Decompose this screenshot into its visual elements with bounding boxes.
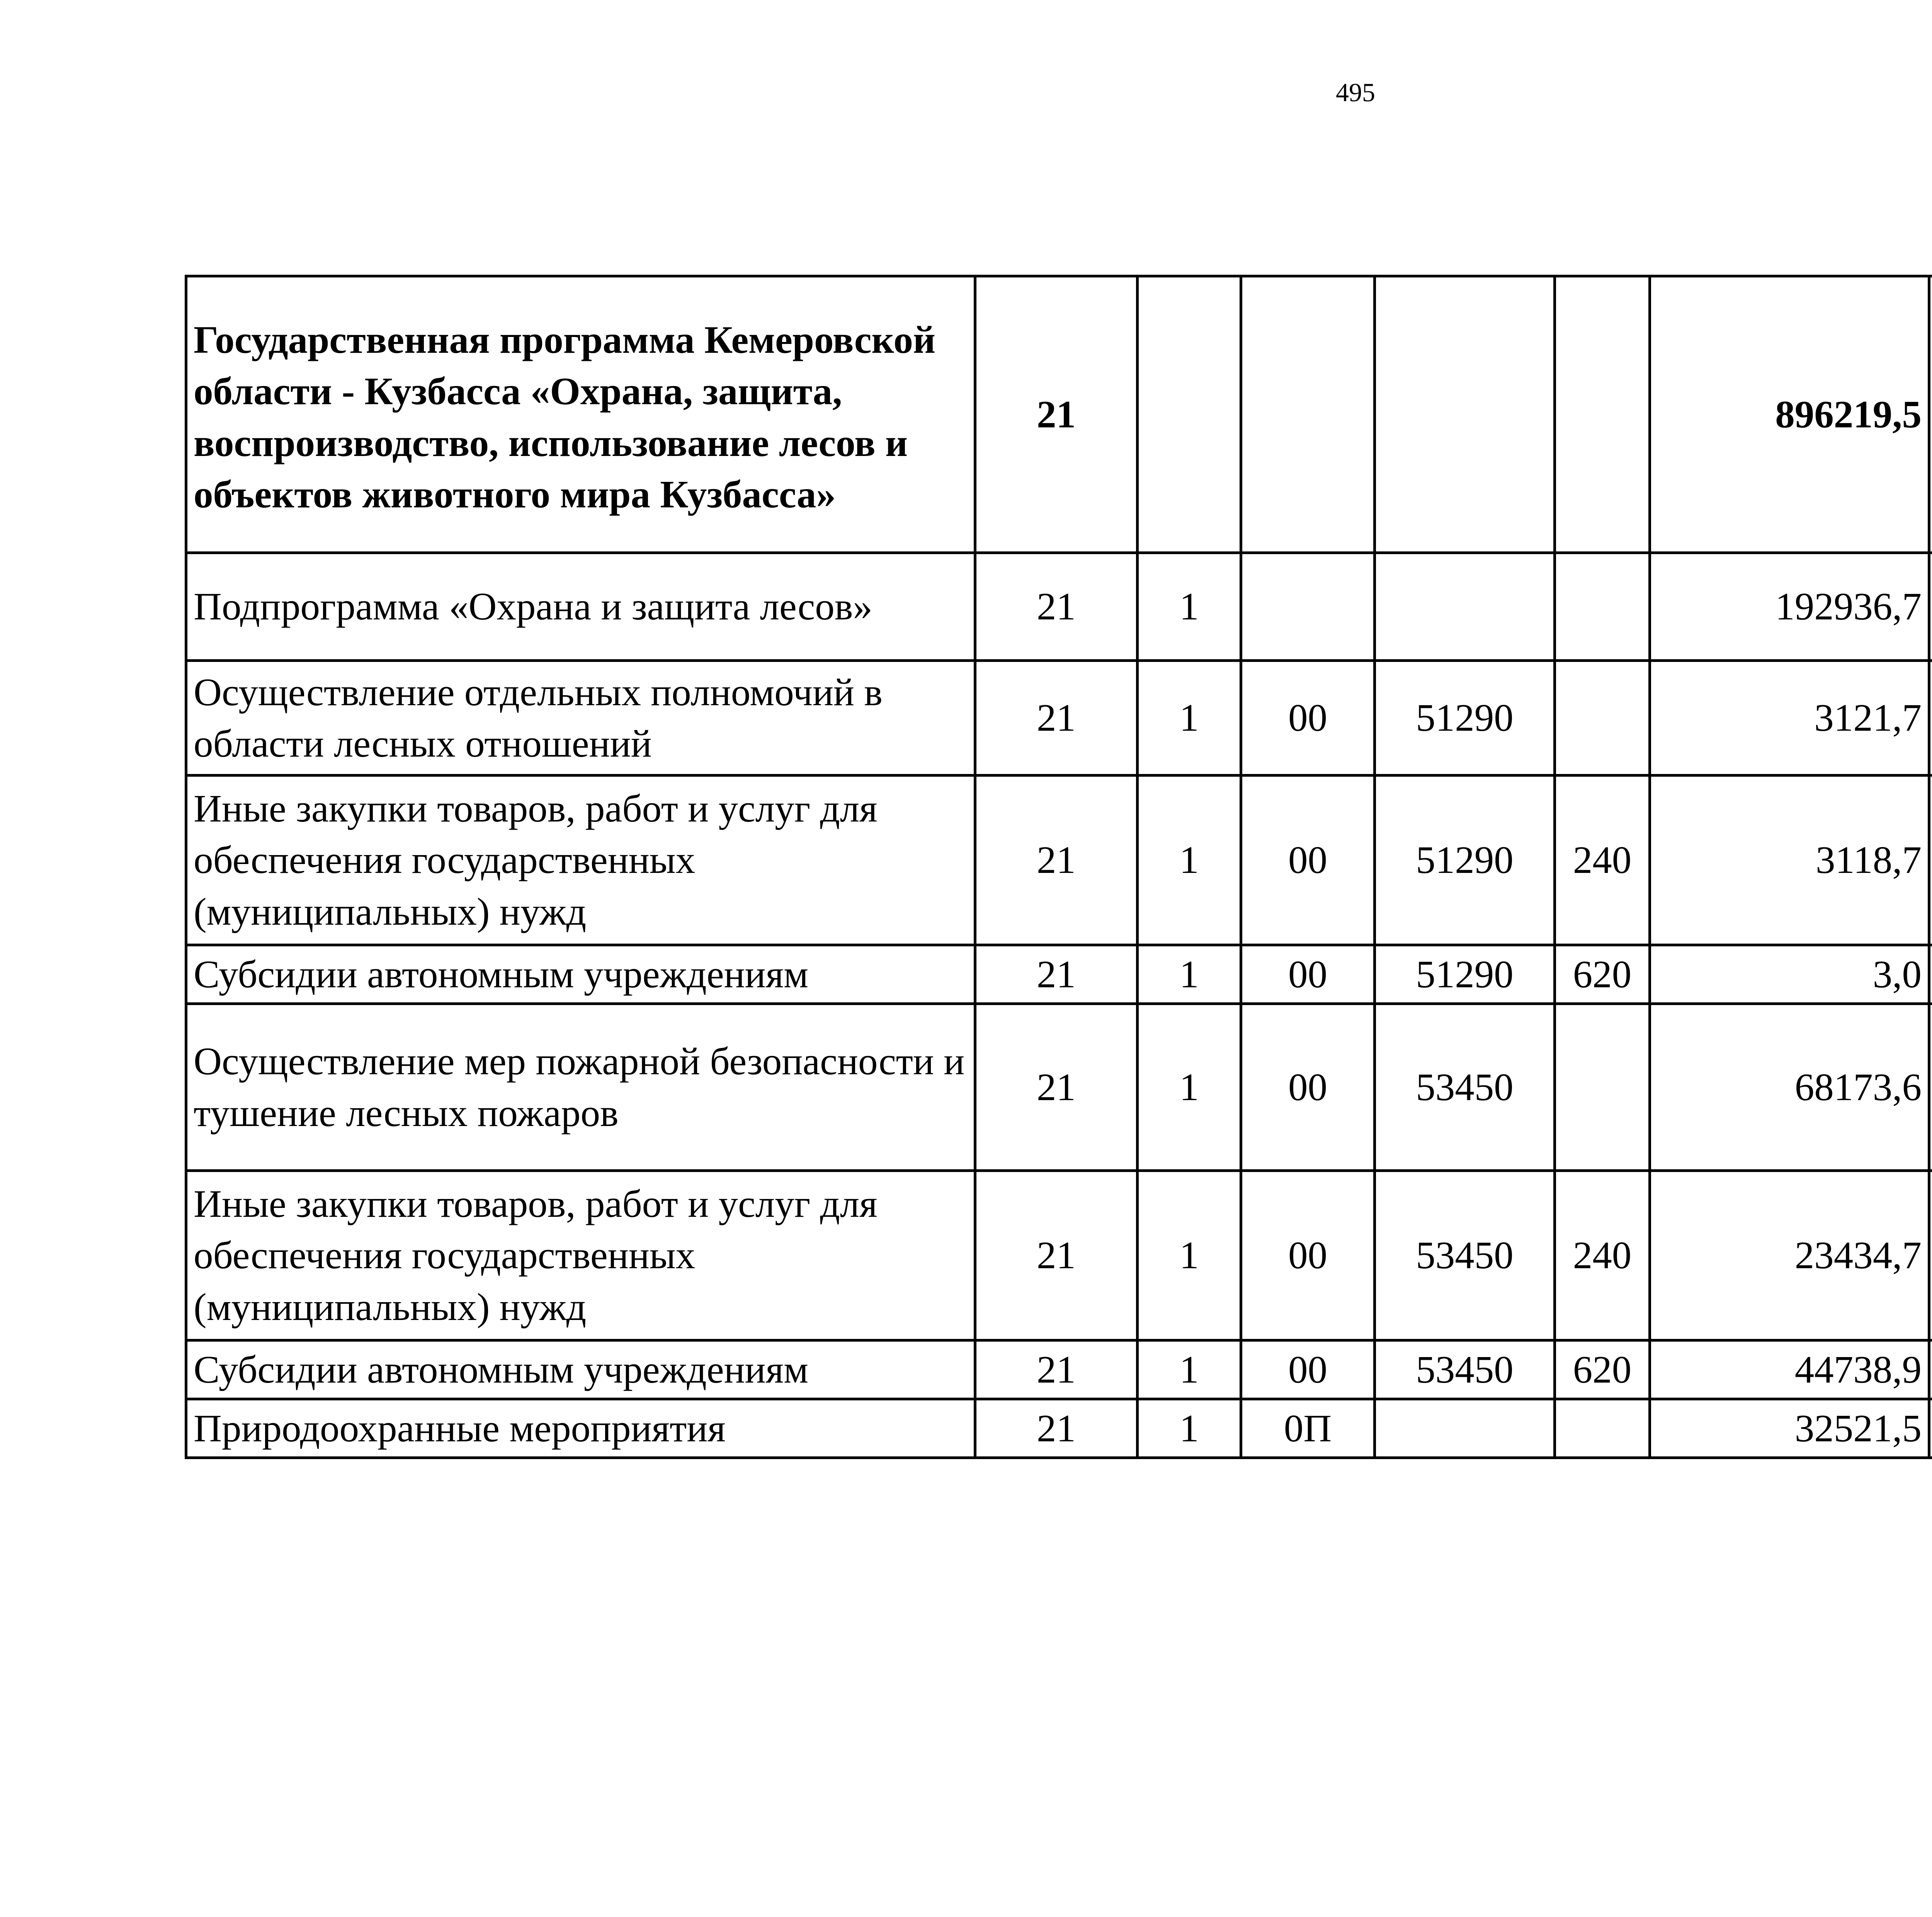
budget-table (185, 275, 1932, 1459)
table-row (186, 661, 1932, 776)
code-ministry: 21 (975, 776, 1138, 945)
code-ministry: 21 (975, 276, 1138, 553)
amount-year-2 (1929, 1399, 1932, 1458)
code-ministry: 21 (975, 1171, 1138, 1340)
table-row (186, 553, 1932, 661)
code-event: 00 (1241, 1340, 1375, 1399)
code-expense-type: 620 (1555, 945, 1650, 1004)
row-name: Природоохранные мероприятия (186, 1399, 975, 1458)
amount-year-2 (1929, 1340, 1932, 1399)
table-row (186, 945, 1932, 1004)
amount-year-2 (1929, 945, 1932, 1004)
amount-year-1: 3,0 (1650, 945, 1929, 1004)
code-direction (1375, 276, 1555, 553)
code-ministry: 21 (975, 1004, 1138, 1171)
code-expense-type: 620 (1555, 1340, 1650, 1399)
row-name: Осуществление мер пожарной безопасности и тушение лесных пожаров (186, 1004, 975, 1171)
code-direction: 53450 (1375, 1171, 1555, 1340)
code-subprogram: 1 (1138, 1171, 1241, 1340)
amount-year-1: 3118,7 (1650, 776, 1929, 945)
code-event (1241, 276, 1375, 553)
amount-year-1: 3121,7 (1650, 661, 1929, 776)
code-event: 00 (1241, 661, 1375, 776)
amount-year-2 (1929, 661, 1932, 776)
code-expense-type (1555, 553, 1650, 661)
amount-year-1: 32521,5 (1650, 1399, 1929, 1458)
code-ministry: 21 (975, 1340, 1138, 1399)
code-direction: 53450 (1375, 1340, 1555, 1399)
code-event: 00 (1241, 776, 1375, 945)
table-row (186, 1004, 1932, 1171)
row-name: Иные закупки товаров, работ и услуг для обеспечения государственных (муниципальных) нужд (186, 1171, 975, 1340)
code-event: 00 (1241, 1004, 1375, 1171)
row-name: Подпрограмма «Охрана и защита лесов» (186, 553, 975, 661)
code-subprogram: 1 (1138, 1399, 1241, 1458)
code-direction (1375, 553, 1555, 661)
code-subprogram (1138, 276, 1241, 553)
code-ministry: 21 (975, 945, 1138, 1004)
row-name: Осуществление отдельных полномочий в области лесных отношений (186, 661, 975, 776)
page-number: 495 (1336, 78, 1375, 107)
code-direction: 51290 (1375, 661, 1555, 776)
code-ministry: 21 (975, 661, 1138, 776)
row-name: Субсидии автономным учреждениям (186, 945, 975, 1004)
code-event: 00 (1241, 945, 1375, 1004)
amount-year-2 (1929, 776, 1932, 945)
amount-year-1: 23434,7 (1650, 1171, 1929, 1340)
code-subprogram: 1 (1138, 945, 1241, 1004)
table-row (186, 1171, 1932, 1340)
code-expense-type: 240 (1555, 776, 1650, 945)
code-direction: 51290 (1375, 945, 1555, 1004)
code-direction (1375, 1399, 1555, 1458)
code-subprogram: 1 (1138, 553, 1241, 661)
amount-year-2 (1929, 276, 1932, 553)
amount-year-1: 44738,9 (1650, 1340, 1929, 1399)
code-expense-type (1555, 1004, 1650, 1171)
code-expense-type (1555, 661, 1650, 776)
amount-year-1: 896219,5 (1650, 276, 1929, 553)
code-event (1241, 553, 1375, 661)
amount-year-2 (1929, 553, 1932, 661)
code-direction: 53450 (1375, 1004, 1555, 1171)
code-expense-type (1555, 276, 1650, 553)
amount-year-2 (1929, 1004, 1932, 1171)
code-direction: 51290 (1375, 776, 1555, 945)
code-subprogram: 1 (1138, 661, 1241, 776)
row-name: Субсидии автономным учреждениям (186, 1340, 975, 1399)
table-row (186, 776, 1932, 945)
code-ministry: 21 (975, 553, 1138, 661)
code-expense-type (1555, 1399, 1650, 1458)
code-event: 00 (1241, 1171, 1375, 1340)
code-ministry: 21 (975, 1399, 1138, 1458)
code-expense-type: 240 (1555, 1171, 1650, 1340)
row-name: Государственная программа Кемеровской области - Кузбасса «Охрана, защита, воспроизводство, использование лесов и объектов животного мира Кузбасса» (186, 276, 975, 553)
amount-year-1: 192936,7 (1650, 553, 1929, 661)
amount-year-1: 68173,6 (1650, 1004, 1929, 1171)
code-subprogram: 1 (1138, 776, 1241, 945)
table-row-program (186, 276, 1932, 553)
amount-year-2 (1929, 1171, 1932, 1340)
row-name: Иные закупки товаров, работ и услуг для обеспечения государственных (муниципальных) нужд (186, 776, 975, 945)
table-row (186, 1399, 1932, 1458)
code-subprogram: 1 (1138, 1340, 1241, 1399)
code-event: 0П (1241, 1399, 1375, 1458)
table-row (186, 1340, 1932, 1399)
code-subprogram: 1 (1138, 1004, 1241, 1171)
